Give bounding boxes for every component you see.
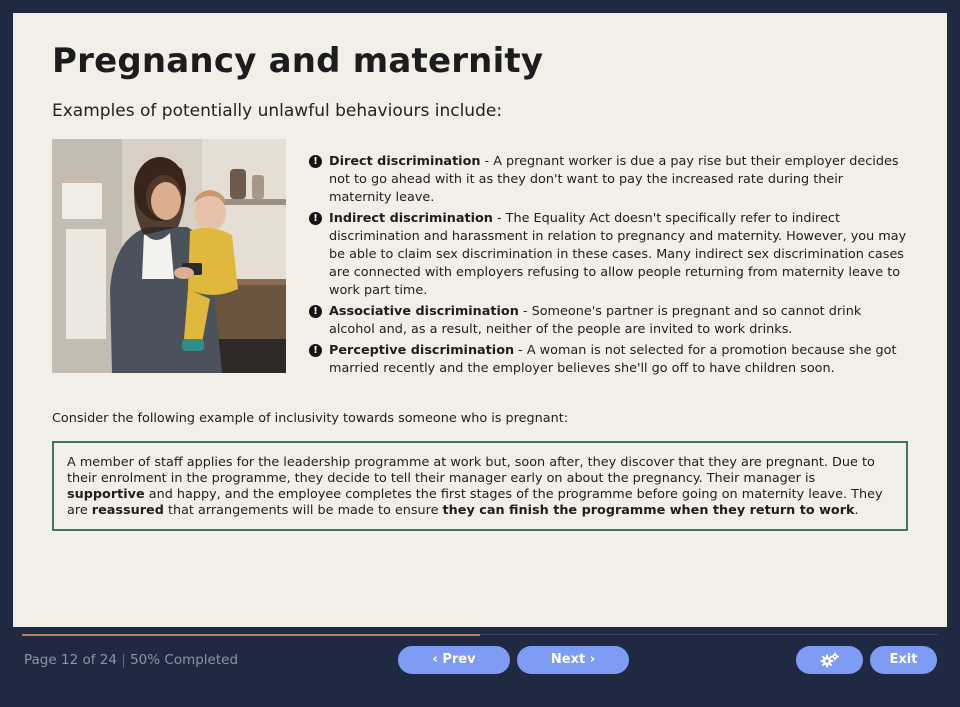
page-title: Pregnancy and maternity [52,41,544,81]
exclamation-icon: ! [309,155,322,168]
chevron-left-icon: ‹ [432,652,438,667]
bullet-term: Associative discrimination [329,304,519,319]
example-text: . [854,503,859,518]
example-text: and happy, and the employee completes the first stages of the programme before going on maternity leave. They are [67,487,883,518]
exclamation-icon: ! [309,344,322,357]
list-item [309,303,909,339]
example-bold: supportive [67,487,145,502]
chevron-right-icon: › [589,652,596,667]
example-box [52,441,908,531]
next-button[interactable] [517,646,629,674]
list-item [309,210,909,300]
consider-text: Consider the following example of inclusivity towards someone who is pregnant: [52,411,569,426]
slide-content [13,13,947,627]
prev-label: Prev [442,652,476,667]
example-bold: they can finish the programme when they return to work [442,503,855,518]
list-item [309,153,909,207]
list-item [309,342,909,378]
gears-icon [820,652,840,668]
next-label: Next [550,652,586,667]
exclamation-icon: ! [309,212,322,225]
bullet-text: - Someone's partner is pregnant and so cannot drink alcohol and, as a result, neither of the people are invited to work drinks. [329,304,862,337]
bullet-term: Indirect discrimination [329,211,493,226]
prev-button[interactable] [398,646,510,674]
progress-fill [22,634,480,636]
bullet-term: Perceptive discrimination [329,343,515,358]
page-subtitle: Examples of potentially unlawful behaviours include: [52,101,503,121]
mother-baby-photo [52,139,286,373]
example-text: that arrangements will be made to ensure [163,503,443,518]
exit-button[interactable]: Exit [870,646,937,674]
bullet-text: - A woman is not selected for a promotion because she got married recently and the employer believes she'll go off to have children soon. [329,343,897,376]
settings-button[interactable] [796,646,863,674]
page-counter: Page 12 of 24 [24,652,117,668]
bullet-term: Direct discrimination [329,154,481,169]
bullet-text: - The Equality Act doesn't specifically refer to indirect discrimination and harassment in relation to pregnancy and maternity. However, you may be able to claim sex discrimination in these cases. Many indirect sex discrimination cases are connected with employers refusing to allow people returning from maternity leave to work part time. [329,211,907,298]
example-bold: reassured [91,503,164,518]
progress-status [24,652,238,668]
exclamation-icon: ! [309,305,322,318]
bullet-text: - A pregnant worker is due a pay rise but their employer decides not to go ahead with it as they don't want to pay the increased rate during their maternity leave. [329,154,899,205]
behaviour-list [309,153,909,381]
status-separator: | [121,652,126,668]
example-text: A member of staff applies for the leadership programme at work but, soon after, they discover that they are pregnant. Due to their enrolment in the programme, they decide to tell their manager early on about the pregnancy. Their manager is [67,455,875,486]
completed-text: 50% Completed [130,652,239,668]
